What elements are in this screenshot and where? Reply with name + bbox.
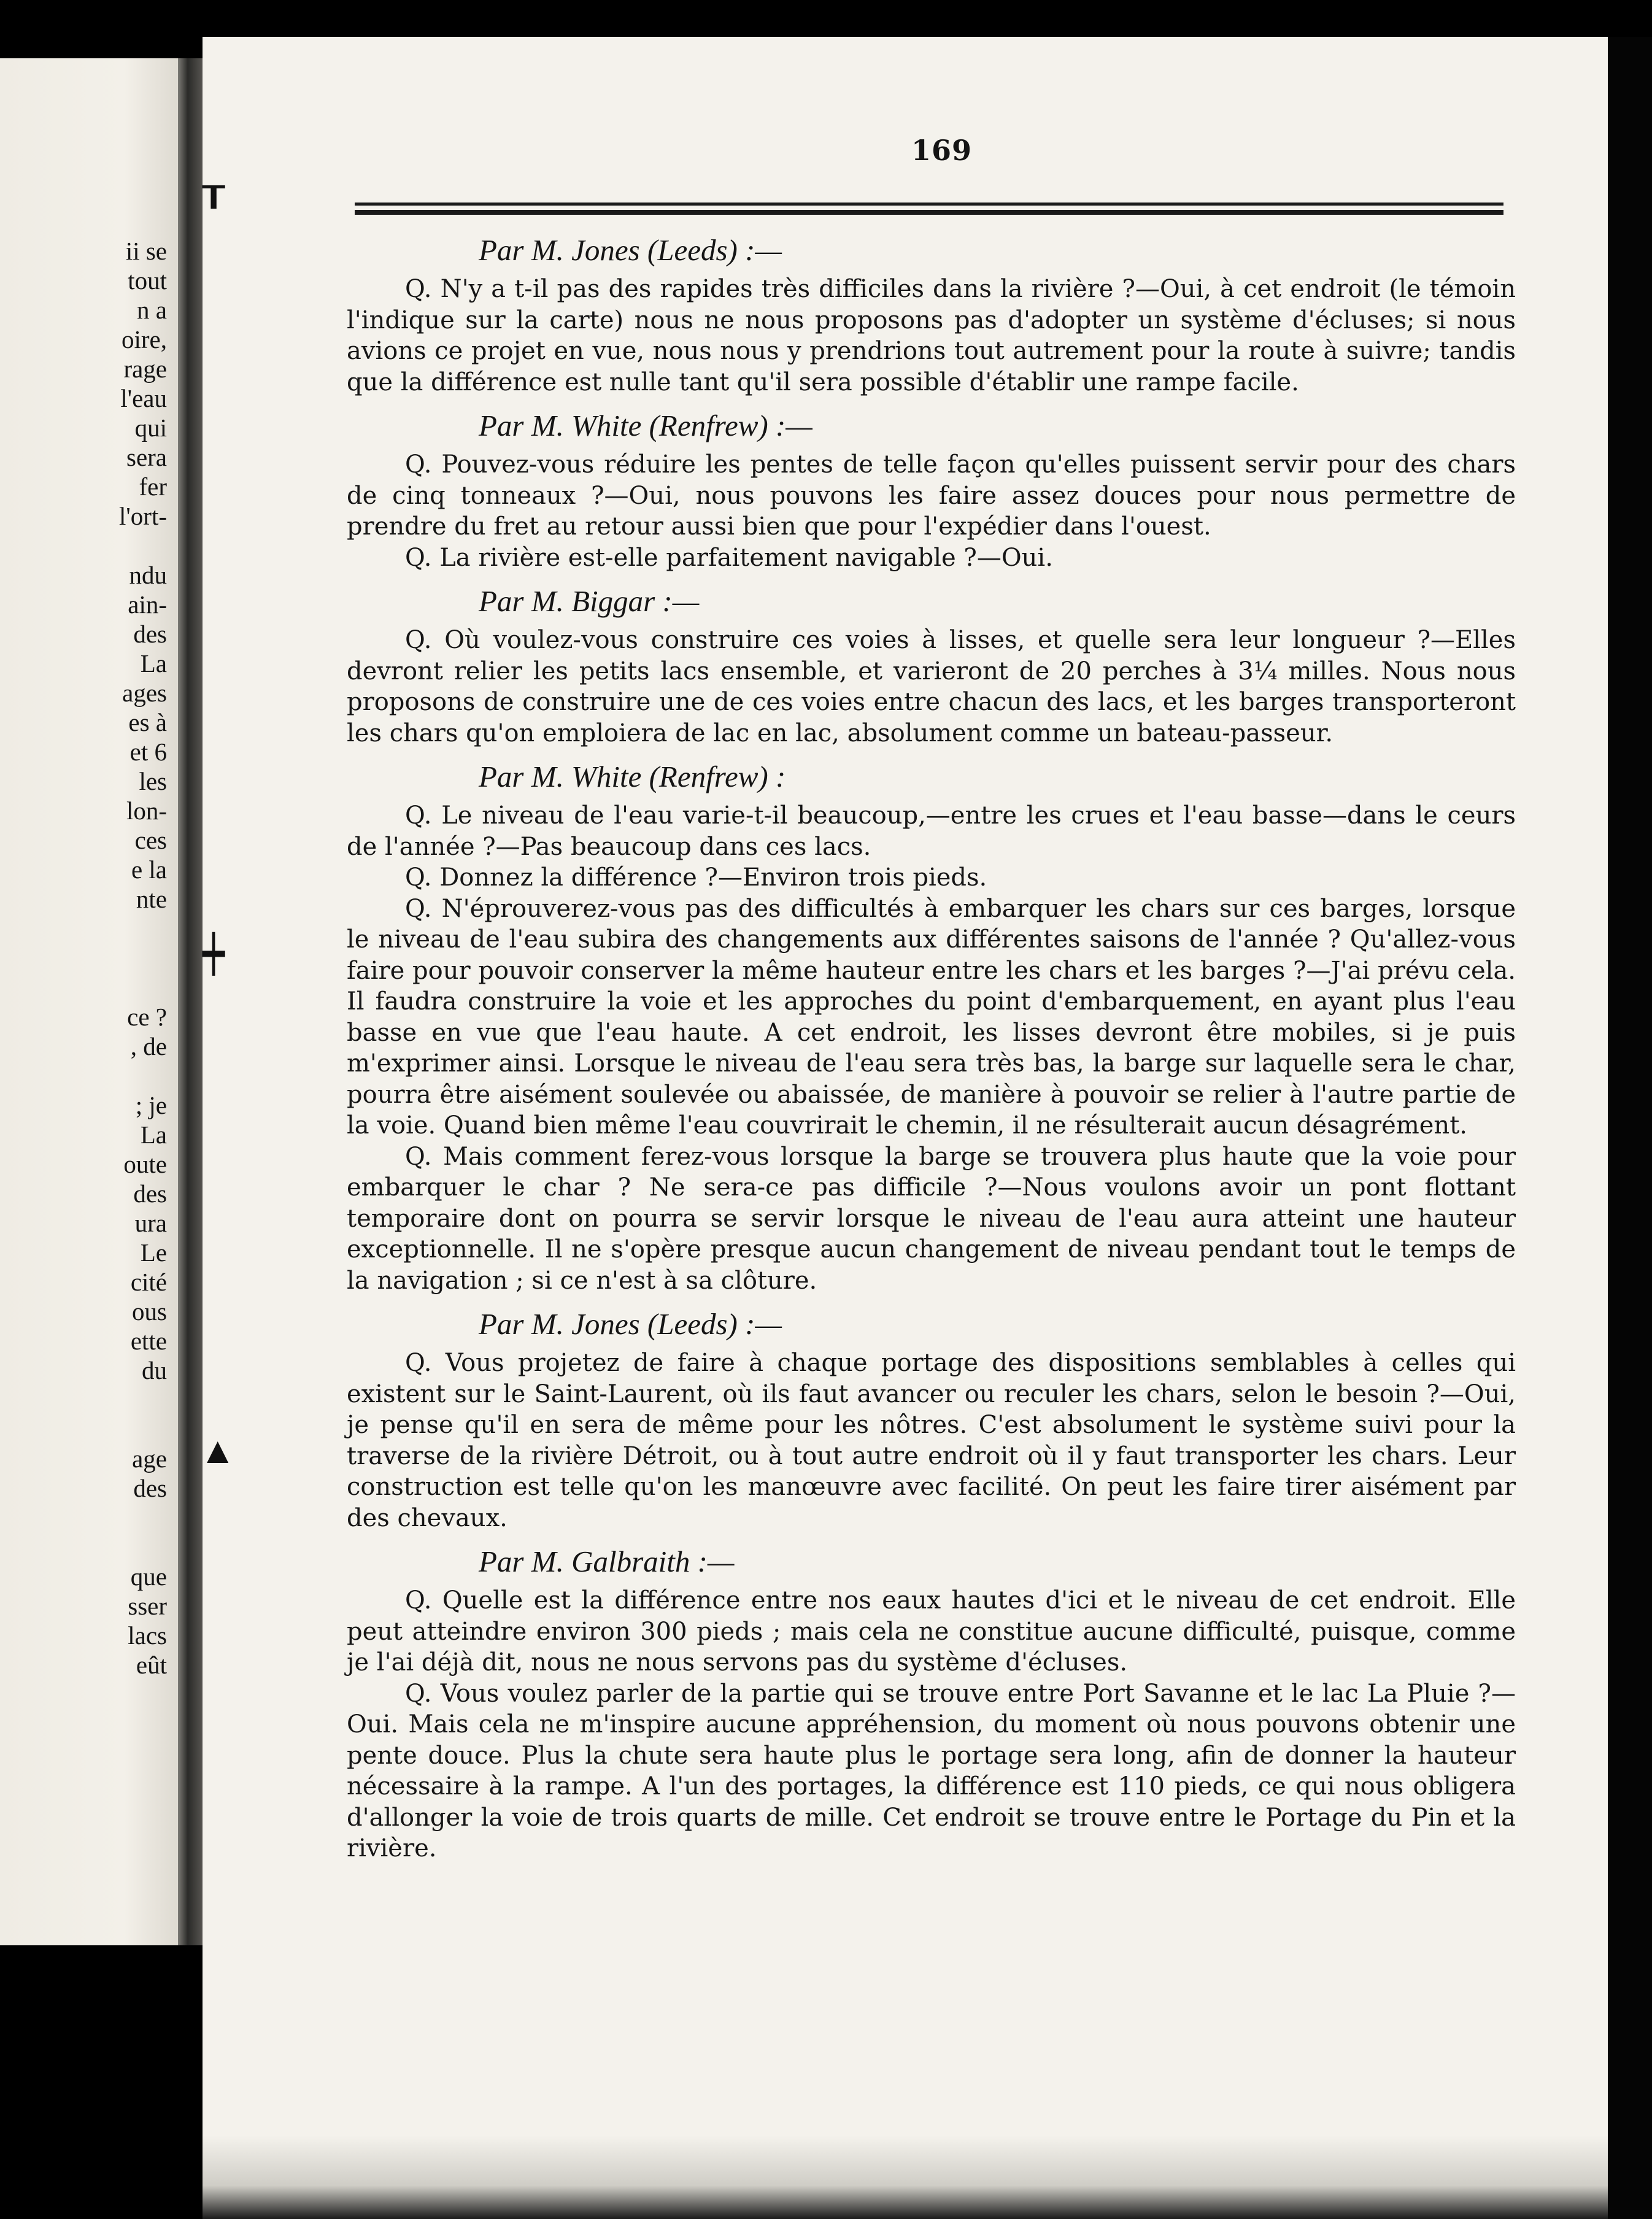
facing-page-text: et 6 (129, 738, 167, 766)
facing-page-text: La (140, 1121, 167, 1149)
speaker-heading: Par M. Jones (Leeds) :— (479, 233, 782, 267)
facing-page-text: age (132, 1445, 167, 1473)
facing-page-text: tout (128, 266, 167, 295)
question-answer-paragraph: Q. Vous projetez de faire à chaque portage des dispositions semblables à celles qui existent sur le Saint-Laurent, où ils faut avancer ou reculer les chars, selon le besoin ?—Oui, je pense qu'il en sera de même pour les nôtres. C'est absolument le système suivi pour la traverse de la rivière Détroit, ou à tout autre endroit où il y faut transporter les chars. Leur construction est telle qu'on les manœuvre avec facilité. On peut les faire tirer aisément par des chevaux. (347, 1349, 1516, 1532)
facing-page-text: les (139, 767, 167, 795)
facing-page-text: ura (134, 1209, 167, 1237)
facing-page-text: sera (126, 443, 167, 471)
facing-page-text: que (130, 1562, 167, 1591)
facing-page-text: ette (130, 1327, 167, 1355)
question-answer-paragraph: Q. Le niveau de l'eau varie-t-il beaucoup,—entre les crues et l'eau basse—dans le ceurs de l'année ?—Pas beaucoup dans ces lacs. (347, 801, 1516, 861)
facing-page-text: e la (131, 855, 167, 884)
question-answer-paragraph: Q. Vous voulez parler de la partie qui se trouve entre Port Savanne et le lac La Pluie ?—Oui. Mais cela ne m'inspire aucune appréhension, du moment où nous pouvons obtenir une pente douce. Plus la chute sera haute plus le portage sera long, afin de donner la hauteur nécessaire à la rampe. A l'un des portages, la différence est 110 pieds, ce qui nous obligera d'allonger la voie de trois quarts de mille. Cet endroit se trouve entre le Portage du Pin et la rivière. (347, 1679, 1516, 1862)
facing-page-fragment (0, 58, 178, 1945)
question-answer-paragraph: Q. N'y a t-il pas des rapides très difficiles dans la rivière ?—Oui, à cet endroit (le témoin l'indique sur la carte) nous ne nous proposons pas d'adopter un système d'écluses; si nous avions ce projet en vue, nous nous y prendrions tout autrement pour la route à suivre; tandis que la différence est nulle tant qu'il sera possible d'établir une rampe facile. (347, 275, 1516, 396)
facing-page-text: fer (139, 473, 167, 501)
speaker-heading: Par M. Biggar :— (479, 584, 700, 618)
scan-border (1608, 37, 1652, 2219)
question-answer-paragraph: Q. La rivière est-elle parfaitement navigable ?—Oui. (405, 543, 1053, 572)
speaker-heading: Par M. White (Renfrew) :— (479, 409, 812, 442)
facing-page-text: des (133, 1179, 167, 1208)
facing-page-text: des (133, 1474, 167, 1502)
binding-mark-icon: ▲ (199, 1430, 236, 1471)
facing-page-text: lon- (126, 797, 167, 825)
facing-page-text: es à (128, 708, 167, 736)
facing-page-text: eût (136, 1651, 167, 1679)
facing-page-text: La (140, 649, 167, 677)
facing-page-text: ain- (128, 590, 167, 619)
facing-page-text: des (133, 620, 167, 648)
facing-page-text: nte (136, 885, 167, 913)
facing-page-text: , de (130, 1032, 167, 1060)
binding-mark-icon: ┿ (203, 934, 225, 974)
facing-page-text: ; je (135, 1091, 167, 1119)
speaker-heading: Par M. White (Renfrew) : (479, 760, 786, 793)
facing-page-text: n a (137, 296, 167, 324)
facing-page-text: ages (122, 679, 167, 707)
facing-page-text: rage (123, 355, 167, 383)
book-gutter (178, 58, 203, 1945)
header-rule (355, 203, 1503, 215)
question-answer-paragraph: Q. Mais comment ferez-vous lorsque la barge se trouvera plus haute que la voie pour embarquer le char ? Ne sera-ce pas difficile ?—Nous voulons avoir un pont flottant temporaire dont on pourra se servir lorsque le niveau de l'eau aura atteint une hauteur exceptionnelle. Il ne s'opère presque aucun changement de niveau pendant tout le temps de la navigation ; si ce n'est à sa clôture. (347, 1142, 1516, 1295)
facing-page-text: Le (140, 1238, 167, 1267)
question-answer-paragraph: Q. Où voulez-vous construire ces voies à lisses, et quelle sera leur longueur ?—Elles devront relier les petits lacs ensemble, et varieront de 20 perches à 3¼ milles. Nous nous proposons de construire une de ces voies entre chacun des lacs, et les barges transporteront les chars qu'on emploiera de lac en lac, absolument comme un bateau-passeur. (347, 626, 1516, 747)
facing-page-text: l'ort- (119, 502, 167, 530)
question-answer-paragraph: Q. Donnez la différence ?—Environ trois pieds. (405, 863, 987, 892)
facing-page-text: ous (132, 1297, 167, 1326)
facing-page-text: qui (134, 414, 167, 442)
facing-page-text: ces (134, 826, 167, 854)
facing-page-text: oute (123, 1150, 167, 1178)
facing-page-text: ii se (125, 237, 167, 265)
question-answer-paragraph: Q. Quelle est la différence entre nos eaux hautes d'ici et le niveau de cet endroit. Elle peut atteindre environ 300 pieds ; mais cela ne constitue aucune difficulté, puisque, comme je l'ai déjà dit, nous ne nous servons pas du système d'écluses. (347, 1586, 1516, 1677)
facing-page-text: sser (128, 1592, 167, 1620)
binding-mark-icon: ┰ (203, 167, 225, 207)
facing-page-text: l'eau (120, 384, 167, 412)
question-answer-paragraph: Q. N'éprouverez-vous pas des difficultés à embarquer les chars sur ces barges, lorsque le niveau de l'eau subira des changements aux différentes saisons de l'année ? Qu'allez-vous faire pour pouvoir conserver la même hauteur entre les chars et les barges ?—J'ai prévu cela. Il faudra construire la voie et les approches du point d'embarquement, en ayant plus l'eau basse en vue que l'eau haute. A cet endroit, les lisses devront être mobiles, si je puis m'exprimer ainsi. Lorsque le niveau de l'eau sera très bas, la barge sur laquelle sera le char, pourra être aisément soulevée ou abaissée, de manière à pouvoir se relier à l'autre partie de la voie. Quand bien même l'eau couvrirait le chemin, il ne résulterait aucun désagrément. (347, 894, 1516, 1140)
facing-page-text: ce ? (127, 1003, 167, 1031)
facing-page-text: du (142, 1356, 167, 1384)
facing-page-text: lacs (128, 1621, 167, 1650)
speaker-heading: Par M. Jones (Leeds) :— (479, 1307, 782, 1341)
question-answer-paragraph: Q. Pouvez-vous réduire les pentes de telle façon qu'elles puissent servir pour des chars de cinq tonneaux ?—Oui, nous pouvons les faire assez douces pour nous permettre de prendre du fret au retour aussi bien que pour l'expédier dans l'ouest. (347, 450, 1516, 541)
facing-page-text: oire, (122, 325, 167, 353)
speaker-heading: Par M. Galbraith :— (479, 1545, 735, 1578)
facing-page-text: cité (130, 1268, 167, 1296)
page-number: 169 (911, 134, 973, 167)
document-body (347, 233, 1516, 1864)
facing-page-text: ndu (129, 561, 167, 589)
page-bottom-shadow (203, 2136, 1608, 2219)
